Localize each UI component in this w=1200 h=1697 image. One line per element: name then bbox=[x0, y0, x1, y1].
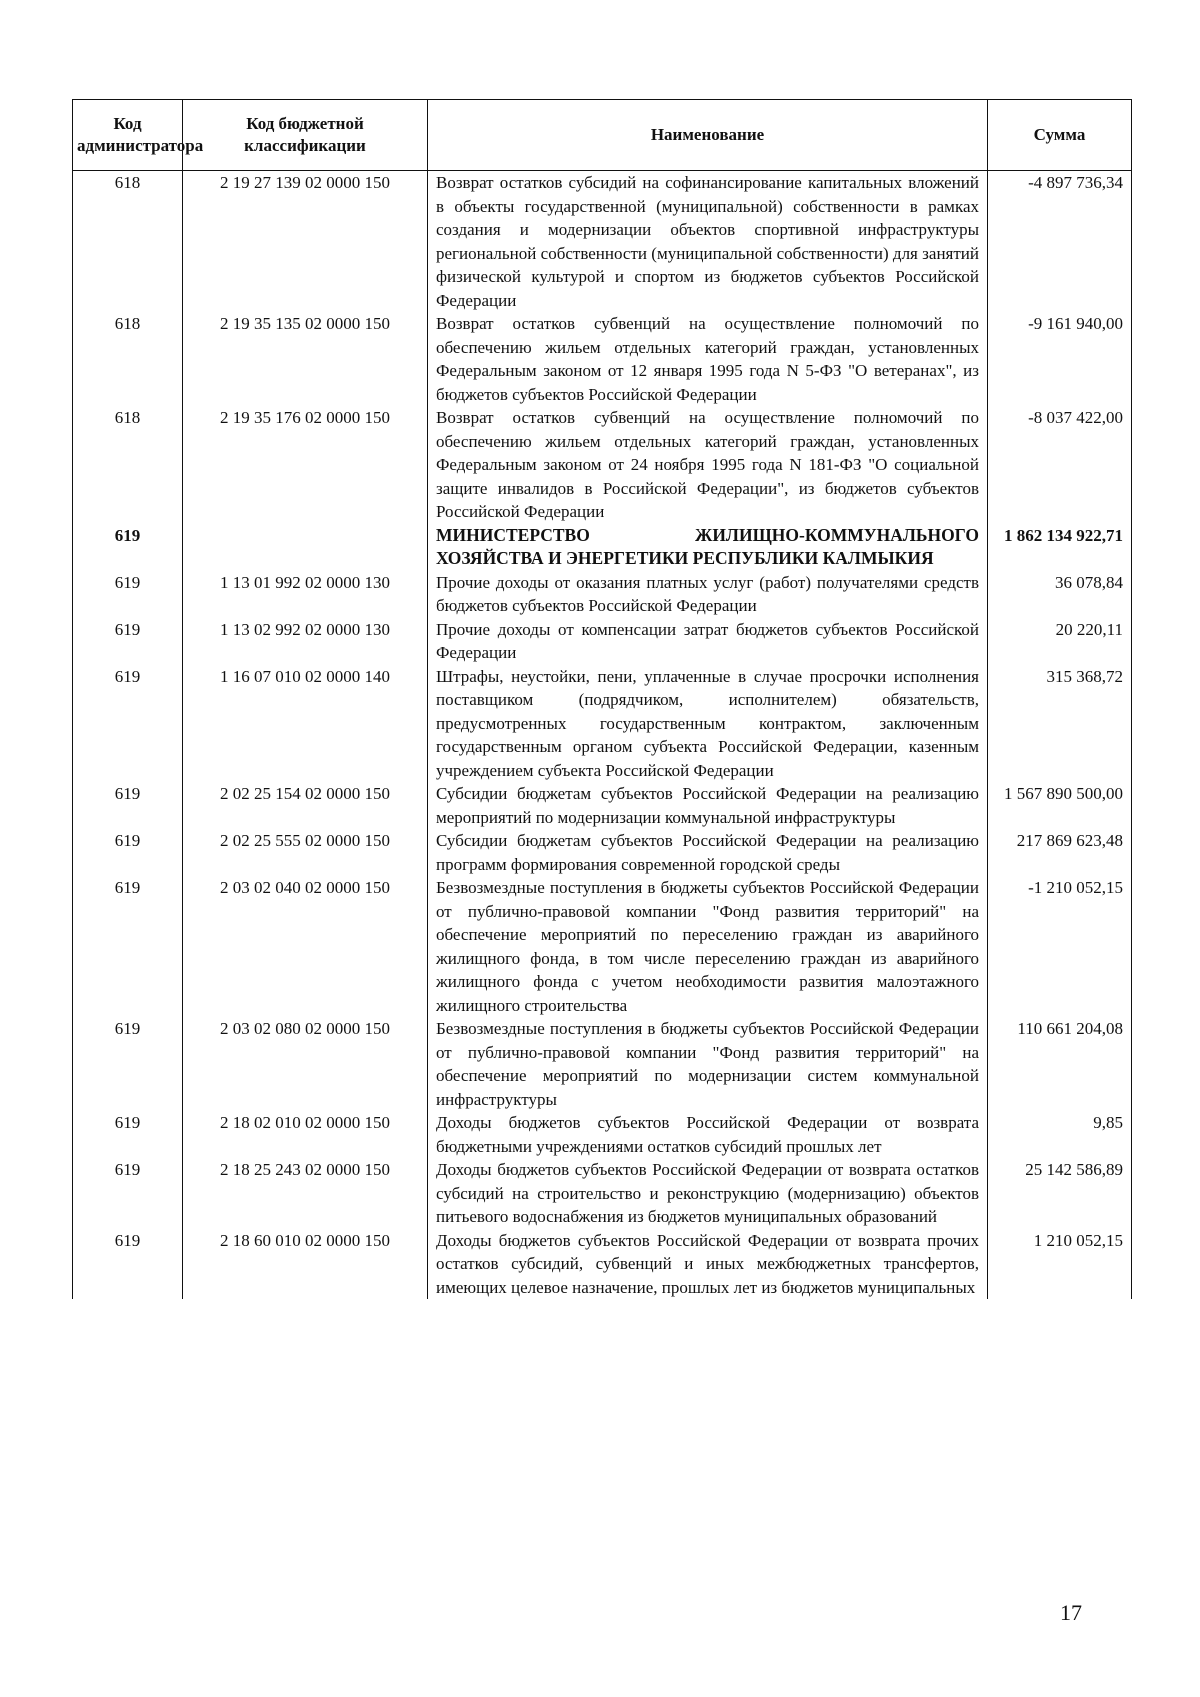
table-row bbox=[73, 618, 1132, 665]
name-cell: Возврат остатков субвенций на осуществление полномочий по обеспечению жильем отдельных категорий граждан, установленных Федеральным законом от 12 января 1995 года N 5-ФЗ "О ветеранах", из бюджетов субъектов Российской Федерации bbox=[428, 312, 988, 406]
name-cell: Доходы бюджетов субъектов Российской Федерации от возврата остатков субсидий на строительство и реконструкцию (модернизацию) объектов питьевого водоснабжения из бюджетов муниципальных образований bbox=[428, 1158, 988, 1229]
header-sum: Сумма bbox=[988, 100, 1132, 171]
revenue-table bbox=[72, 99, 1132, 1299]
name-cell: Штрафы, неустойки, пени, уплаченные в случае просрочки исполнения поставщиком (подрядчиком, исполнителем) обязательств, предусмотренных государственным контрактом, заключенным государственным органом субъекта Российской Федерации, казенным учреждением субъекта Российской Федерации bbox=[428, 665, 988, 783]
sum-cell: -8 037 422,00 bbox=[988, 406, 1132, 524]
header-name: Наименование bbox=[428, 100, 988, 171]
page-number: 17 bbox=[1060, 1600, 1082, 1625]
admin-code-cell: 619 bbox=[73, 524, 183, 571]
budget-code-cell: 2 03 02 040 02 0000 150 bbox=[183, 876, 428, 1017]
table-row bbox=[73, 171, 1132, 313]
name-cell: Прочие доходы от компенсации затрат бюджетов субъектов Российской Федерации bbox=[428, 618, 988, 665]
sum-cell: 25 142 586,89 bbox=[988, 1158, 1132, 1229]
table-row bbox=[73, 1111, 1132, 1158]
sum-cell: 1 567 890 500,00 bbox=[988, 782, 1132, 829]
table-row bbox=[73, 665, 1132, 783]
table-row bbox=[73, 1158, 1132, 1229]
sum-cell: 1 210 052,15 bbox=[988, 1229, 1132, 1300]
budget-code-cell: 2 19 27 139 02 0000 150 bbox=[183, 171, 428, 313]
name-cell: Субсидии бюджетам субъектов Российской Федерации на реализацию программ формирования современной городской среды bbox=[428, 829, 988, 876]
budget-code-cell: 2 03 02 080 02 0000 150 bbox=[183, 1017, 428, 1111]
admin-code-cell: 619 bbox=[73, 1158, 183, 1229]
admin-code-cell: 619 bbox=[73, 782, 183, 829]
name-cell: Доходы бюджетов субъектов Российской Федерации от возврата бюджетными учреждениями остатков субсидий прошлых лет bbox=[428, 1111, 988, 1158]
sum-cell: 20 220,11 bbox=[988, 618, 1132, 665]
name-cell: Доходы бюджетов субъектов Российской Федерации от возврата прочих остатков субсидий, субвенций и иных межбюджетных трансфертов, имеющих целевое назначение, прошлых лет из бюджетов муниципальных bbox=[428, 1229, 988, 1300]
table-row bbox=[73, 1017, 1132, 1111]
budget-code-cell: 1 16 07 010 02 0000 140 bbox=[183, 665, 428, 783]
admin-code-cell: 619 bbox=[73, 1229, 183, 1300]
budget-code-cell: 2 19 35 176 02 0000 150 bbox=[183, 406, 428, 524]
sum-cell: -4 897 736,34 bbox=[988, 171, 1132, 313]
table-row bbox=[73, 406, 1132, 524]
name-cell: Безвозмездные поступления в бюджеты субъектов Российской Федерации от публично-правовой компании "Фонд развития территорий" на обеспечение мероприятий по переселению граждан из аварийного жилищного фонда, в том числе переселению граждан из аварийного жилищного фонда с учетом необходимости развития малоэтажного жилищного строительства bbox=[428, 876, 988, 1017]
table-row bbox=[73, 876, 1132, 1017]
budget-code-cell: 2 19 35 135 02 0000 150 bbox=[183, 312, 428, 406]
sum-cell: 1 862 134 922,71 bbox=[988, 524, 1132, 571]
budget-code-cell bbox=[183, 524, 428, 571]
table-header-row bbox=[73, 100, 1132, 171]
budget-code-cell: 2 18 25 243 02 0000 150 bbox=[183, 1158, 428, 1229]
name-cell: Возврат остатков субвенций на осуществление полномочий по обеспечению жильем отдельных категорий граждан, установленных Федеральным законом от 24 ноября 1995 года N 181-ФЗ "О социальной защите инвалидов в Российской Федерации", из бюджетов субъектов Российской Федерации bbox=[428, 406, 988, 524]
sum-cell: 110 661 204,08 bbox=[988, 1017, 1132, 1111]
name-cell: Субсидии бюджетам субъектов Российской Федерации на реализацию мероприятий по модернизации коммунальной инфраструктуры bbox=[428, 782, 988, 829]
sum-cell: 315 368,72 bbox=[988, 665, 1132, 783]
budget-code-cell: 2 02 25 154 02 0000 150 bbox=[183, 782, 428, 829]
table-row bbox=[73, 571, 1132, 618]
admin-code-cell: 619 bbox=[73, 618, 183, 665]
admin-code-cell: 619 bbox=[73, 876, 183, 1017]
header-budget-code: Код бюджетной классификации bbox=[183, 100, 428, 171]
table-row bbox=[73, 782, 1132, 829]
name-cell: Прочие доходы от оказания платных услуг (работ) получателями средств бюджетов субъектов Российской Федерации bbox=[428, 571, 988, 618]
sum-cell: 217 869 623,48 bbox=[988, 829, 1132, 876]
header-admin-code: Код администратора bbox=[73, 100, 183, 171]
admin-code-cell: 618 bbox=[73, 171, 183, 313]
budget-code-cell: 2 02 25 555 02 0000 150 bbox=[183, 829, 428, 876]
admin-code-cell: 619 bbox=[73, 571, 183, 618]
name-cell: Возврат остатков субсидий на софинансирование капитальных вложений в объекты государственной (муниципальной) собственности в рамках создания и модернизации объектов спортивной инфраструктуры региональной собственности (муниципальной собственности) для занятий физической культурой и спортом из бюджетов субъектов Российской Федерации bbox=[428, 171, 988, 313]
budget-code-cell: 2 18 60 010 02 0000 150 bbox=[183, 1229, 428, 1300]
admin-code-cell: 619 bbox=[73, 1017, 183, 1111]
sum-cell: 36 078,84 bbox=[988, 571, 1132, 618]
sum-cell: 9,85 bbox=[988, 1111, 1132, 1158]
admin-code-cell: 618 bbox=[73, 312, 183, 406]
table-row bbox=[73, 1229, 1132, 1300]
sum-cell: -9 161 940,00 bbox=[988, 312, 1132, 406]
budget-code-cell: 1 13 01 992 02 0000 130 bbox=[183, 571, 428, 618]
table-body bbox=[73, 171, 1132, 1300]
name-cell: МИНИСТЕРСТВО ЖИЛИЩНО-КОММУНАЛЬНОГО ХОЗЯЙСТВА И ЭНЕРГЕТИКИ РЕСПУБЛИКИ КАЛМЫКИЯ bbox=[428, 524, 988, 571]
admin-code-cell: 618 bbox=[73, 406, 183, 524]
table-row bbox=[73, 829, 1132, 876]
budget-code-cell: 1 13 02 992 02 0000 130 bbox=[183, 618, 428, 665]
name-cell: Безвозмездные поступления в бюджеты субъектов Российской Федерации от публично-правовой компании "Фонд развития территорий" на обеспечение мероприятий по модернизации систем коммунальной инфраструктуры bbox=[428, 1017, 988, 1111]
table-row bbox=[73, 312, 1132, 406]
admin-code-cell: 619 bbox=[73, 1111, 183, 1158]
admin-code-cell: 619 bbox=[73, 829, 183, 876]
admin-code-cell: 619 bbox=[73, 665, 183, 783]
table-row bbox=[73, 524, 1132, 571]
sum-cell: -1 210 052,15 bbox=[988, 876, 1132, 1017]
budget-code-cell: 2 18 02 010 02 0000 150 bbox=[183, 1111, 428, 1158]
table-header bbox=[73, 100, 1132, 171]
